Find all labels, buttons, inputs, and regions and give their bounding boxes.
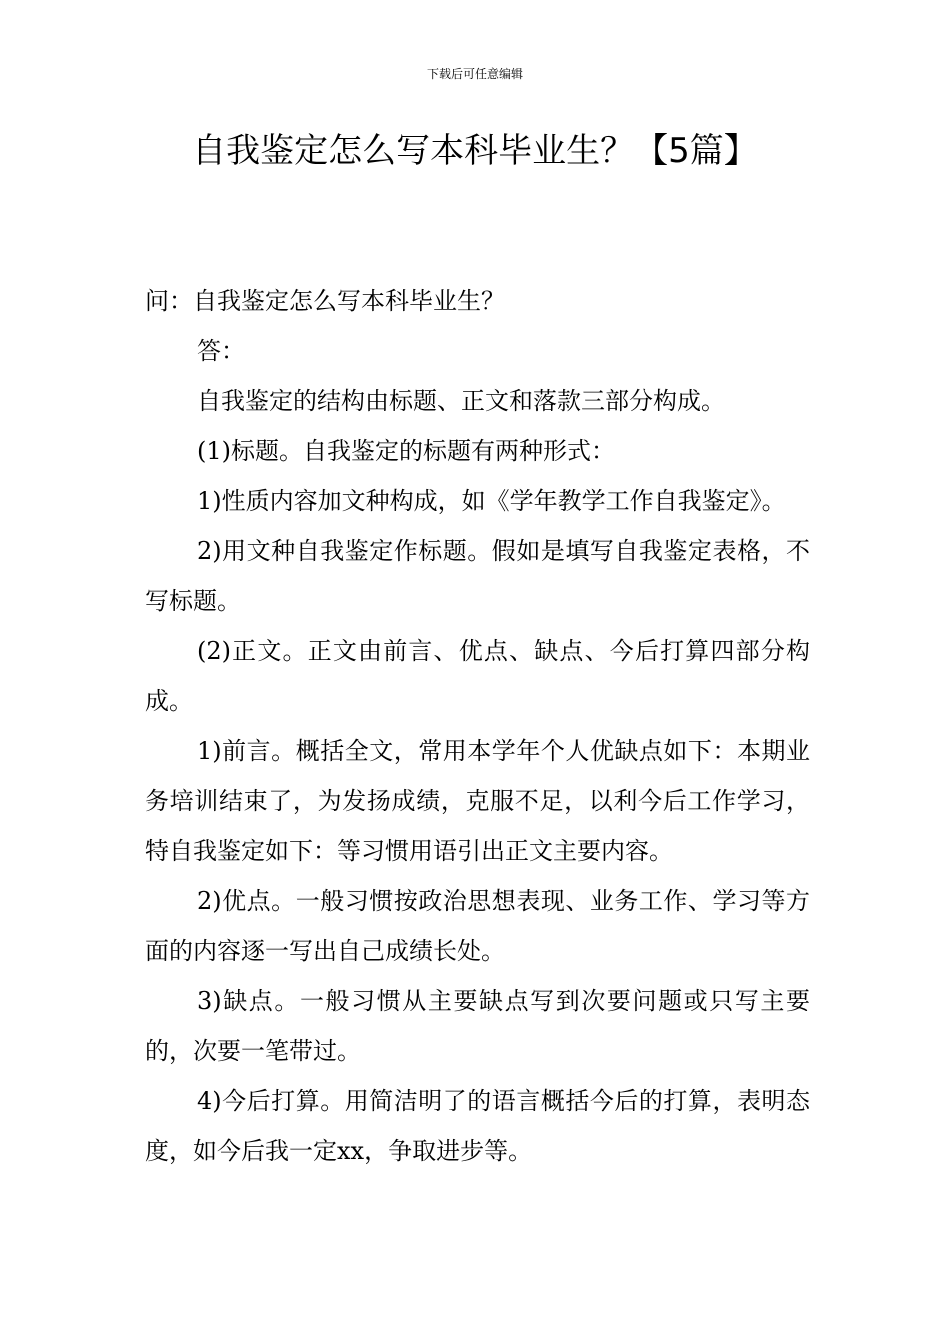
body-paragraph: 2)优点。一般习惯按政治思想表现、业务工作、学习等方面的内容逐一写出自己成绩长处。 bbox=[145, 887, 810, 965]
body-paragraph: 3)缺点。一般习惯从主要缺点写到次要问题或只写主要的，次要一笔带过。 bbox=[145, 987, 810, 1065]
answer-label: 答： bbox=[197, 337, 245, 365]
body-paragraph: 自我鉴定的结构由标题、正文和落款三部分构成。 bbox=[197, 387, 725, 415]
header-note: 下载后可任意编辑 bbox=[426, 67, 523, 81]
document-title: 自我鉴定怎么写本科毕业生？【5篇】 bbox=[192, 131, 758, 171]
body-paragraph: 1)前言。概括全文，常用本学年个人优缺点如下：本期业务培训结束了，为发扬成绩，克服不足，以利今后工作学习，特自我鉴定如下：等习惯用语引出正文主要内容。 bbox=[145, 737, 810, 865]
body-paragraph: (1)标题。自我鉴定的标题有两种形式： bbox=[197, 437, 615, 465]
question-paragraph: 问：自我鉴定怎么写本科毕业生？ bbox=[145, 287, 505, 315]
body-paragraph: (2)正文。正文由前言、优点、缺点、今后打算四部分构成。 bbox=[145, 637, 810, 715]
body-paragraph: 1)性质内容加文种构成，如《学年教学工作自我鉴定》。 bbox=[197, 487, 786, 515]
body-paragraph: 2)用文种自我鉴定作标题。假如是填写自我鉴定表格，不写标题。 bbox=[145, 537, 810, 615]
document-body bbox=[145, 276, 810, 1176]
body-paragraph: 4)今后打算。用简洁明了的语言概括今后的打算，表明态度，如今后我一定xx，争取进步等。 bbox=[145, 1087, 810, 1165]
